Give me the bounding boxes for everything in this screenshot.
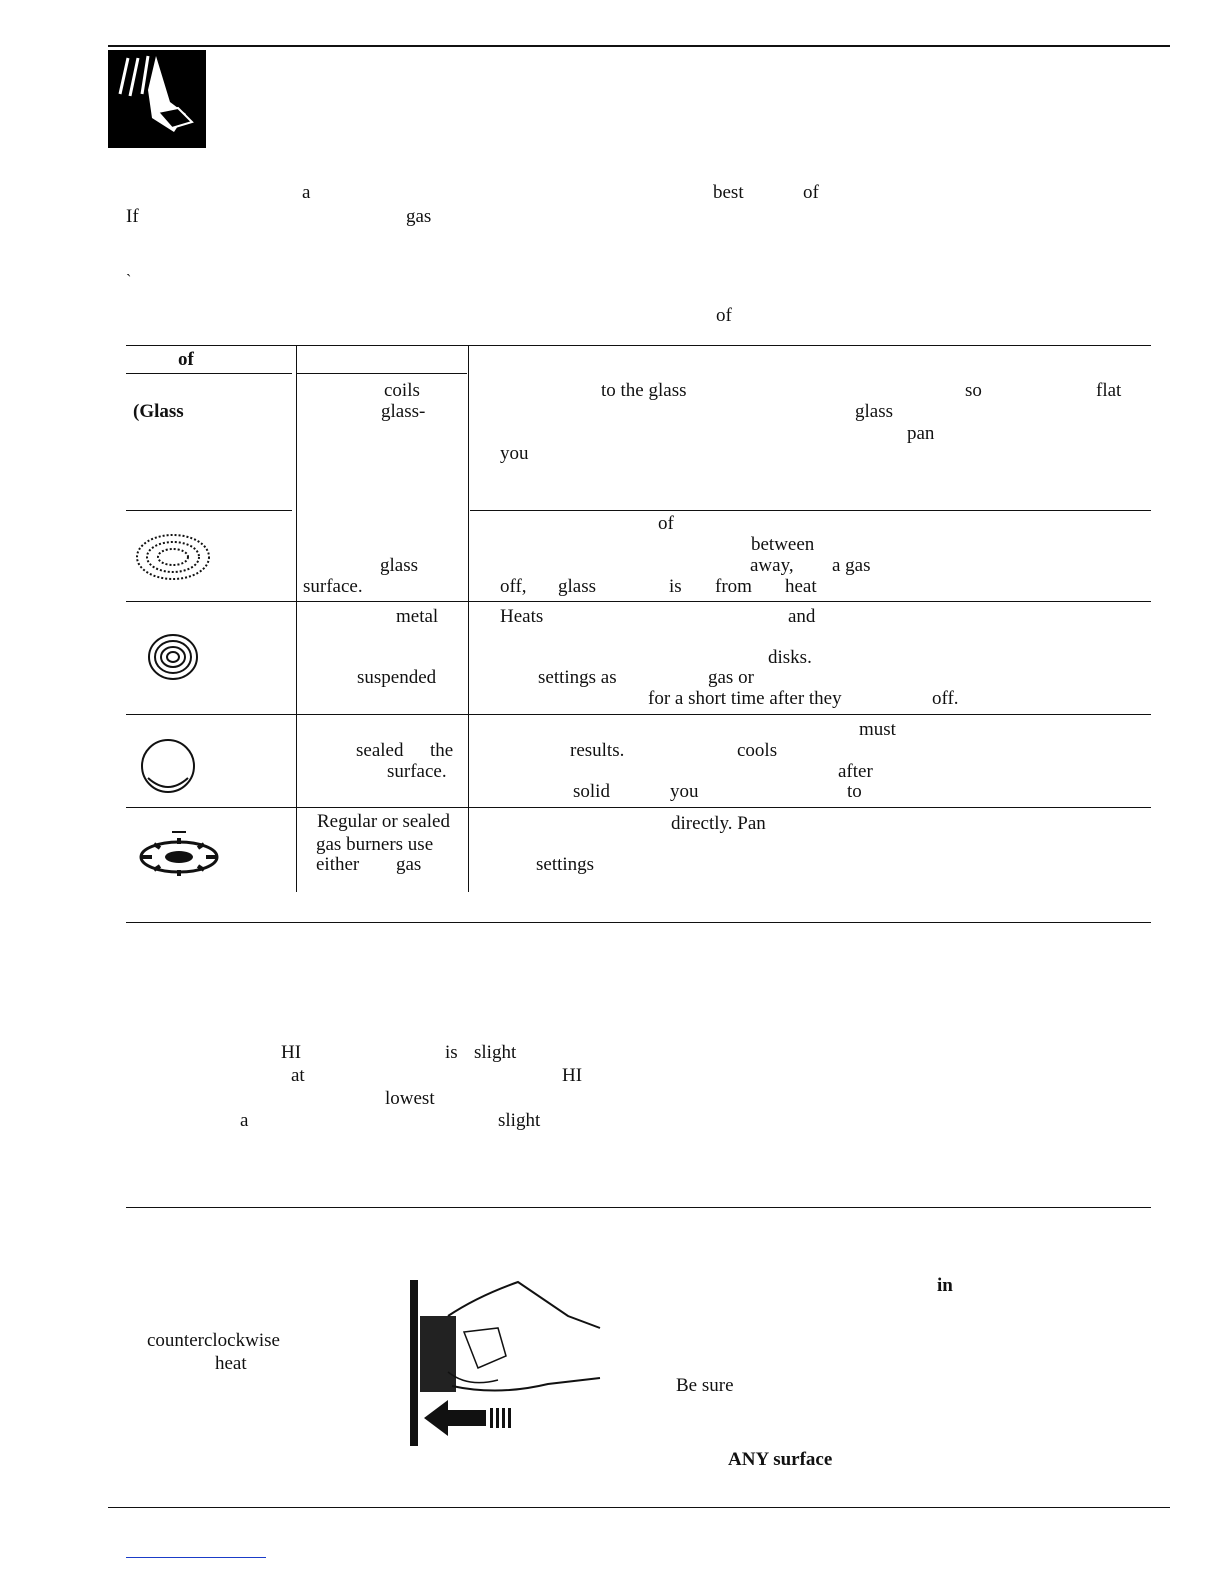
row-separator bbox=[126, 714, 1151, 715]
intro-word: If bbox=[126, 206, 139, 227]
row-separator bbox=[126, 807, 1151, 808]
intro-word: a bbox=[302, 182, 311, 203]
row5-col2: gas burners use bbox=[316, 834, 434, 855]
section2-word: at bbox=[291, 1065, 305, 1086]
row1-col3: flat bbox=[1096, 380, 1122, 401]
row2-col3: off, bbox=[500, 576, 527, 597]
row1-col3: so bbox=[965, 380, 982, 401]
row4-col3: after bbox=[838, 761, 873, 782]
intro-word: gas bbox=[406, 206, 432, 227]
section3-right: ANY surface bbox=[728, 1449, 833, 1470]
row5-col2: gas bbox=[396, 854, 422, 875]
footer-rule bbox=[108, 1507, 1170, 1508]
section2-word: slight bbox=[498, 1110, 541, 1131]
row4-col2: the bbox=[430, 740, 454, 761]
section2-word: HI bbox=[281, 1042, 302, 1063]
table-header-rule bbox=[297, 373, 467, 374]
row1-col3: glass bbox=[855, 401, 893, 422]
row2-col3: of bbox=[658, 513, 674, 534]
row3-col2: suspended bbox=[357, 667, 437, 688]
row3-col3: and bbox=[788, 606, 816, 627]
row1-col1: (Glass bbox=[133, 401, 184, 422]
spiral-coil-icon bbox=[146, 632, 200, 682]
row2-col3: is bbox=[669, 576, 682, 597]
row3-col3: Heats bbox=[500, 606, 544, 627]
row3-col3: for a short time after they bbox=[648, 688, 842, 709]
row2-col3: away, bbox=[750, 555, 794, 576]
row5-col3: settings bbox=[536, 854, 595, 875]
radiant-coil-icon bbox=[134, 532, 212, 582]
table-header-col1: of bbox=[178, 349, 194, 370]
hand-pushing-knob-illustration bbox=[408, 1276, 604, 1448]
row4-col2: surface. bbox=[387, 761, 447, 782]
row4-col3: you bbox=[670, 781, 699, 802]
section3-right: Be sure bbox=[676, 1375, 734, 1396]
hand-pressing-button-icon bbox=[108, 50, 206, 148]
row4-col3: results. bbox=[570, 740, 625, 761]
row2-col2: surface. bbox=[303, 576, 363, 597]
row1-col3: you bbox=[500, 443, 529, 464]
section3-left: heat bbox=[215, 1353, 247, 1374]
section2-word: is bbox=[445, 1042, 458, 1063]
row1-col2: glass- bbox=[381, 401, 426, 422]
row1-col3: to the glass bbox=[601, 380, 687, 401]
row2-col2: glass bbox=[380, 555, 418, 576]
row3-col2: metal bbox=[396, 606, 439, 627]
section2-word: a bbox=[240, 1110, 249, 1131]
section2-word: slight bbox=[474, 1042, 517, 1063]
row3-col3: settings as bbox=[538, 667, 617, 688]
row4-col3: solid bbox=[573, 781, 610, 802]
table-header-rule bbox=[126, 373, 292, 374]
section3-right: in bbox=[937, 1275, 953, 1296]
section-rule bbox=[126, 1207, 1151, 1208]
row5-col2: Regular or sealed bbox=[317, 811, 450, 832]
intro-word: of bbox=[803, 182, 819, 203]
intro-word: of bbox=[716, 305, 732, 326]
solid-disk-icon bbox=[140, 738, 196, 794]
table-top-rule bbox=[126, 345, 1151, 346]
top-rule bbox=[108, 45, 1170, 47]
row3-col3: off. bbox=[932, 688, 959, 709]
row5-col2: either bbox=[316, 854, 360, 875]
row2-col3: heat bbox=[785, 576, 817, 597]
gas-burner-icon bbox=[134, 830, 224, 880]
section2-word: HI bbox=[562, 1065, 583, 1086]
row2-col3: from bbox=[715, 576, 752, 597]
row-separator bbox=[126, 601, 1151, 602]
row2-col3: between bbox=[751, 534, 815, 555]
row5-col3: directly. Pan bbox=[671, 813, 766, 834]
section3-left: counterclockwise bbox=[147, 1330, 280, 1351]
row4-col2: sealed bbox=[356, 740, 404, 761]
table-column-divider bbox=[296, 346, 297, 892]
row1-col3: pan bbox=[907, 423, 935, 444]
footer-link-underline[interactable] bbox=[126, 1557, 266, 1558]
section-rule bbox=[126, 922, 1151, 923]
row2-col3: glass bbox=[558, 576, 596, 597]
row4-col3: must bbox=[859, 719, 896, 740]
table-column-divider bbox=[468, 346, 469, 892]
row3-col3: gas or bbox=[708, 667, 754, 688]
intro-word: best bbox=[713, 182, 744, 203]
row2-col3: a gas bbox=[832, 555, 871, 576]
row4-col3: to bbox=[847, 781, 862, 802]
row-separator bbox=[470, 510, 1151, 511]
row1-col2: coils bbox=[384, 380, 420, 401]
intro-mark: ˏ bbox=[126, 260, 132, 277]
row4-col3: cools bbox=[737, 740, 778, 761]
row3-col3: disks. bbox=[768, 647, 812, 668]
section2-word: lowest bbox=[385, 1088, 435, 1109]
row-separator bbox=[126, 510, 292, 511]
